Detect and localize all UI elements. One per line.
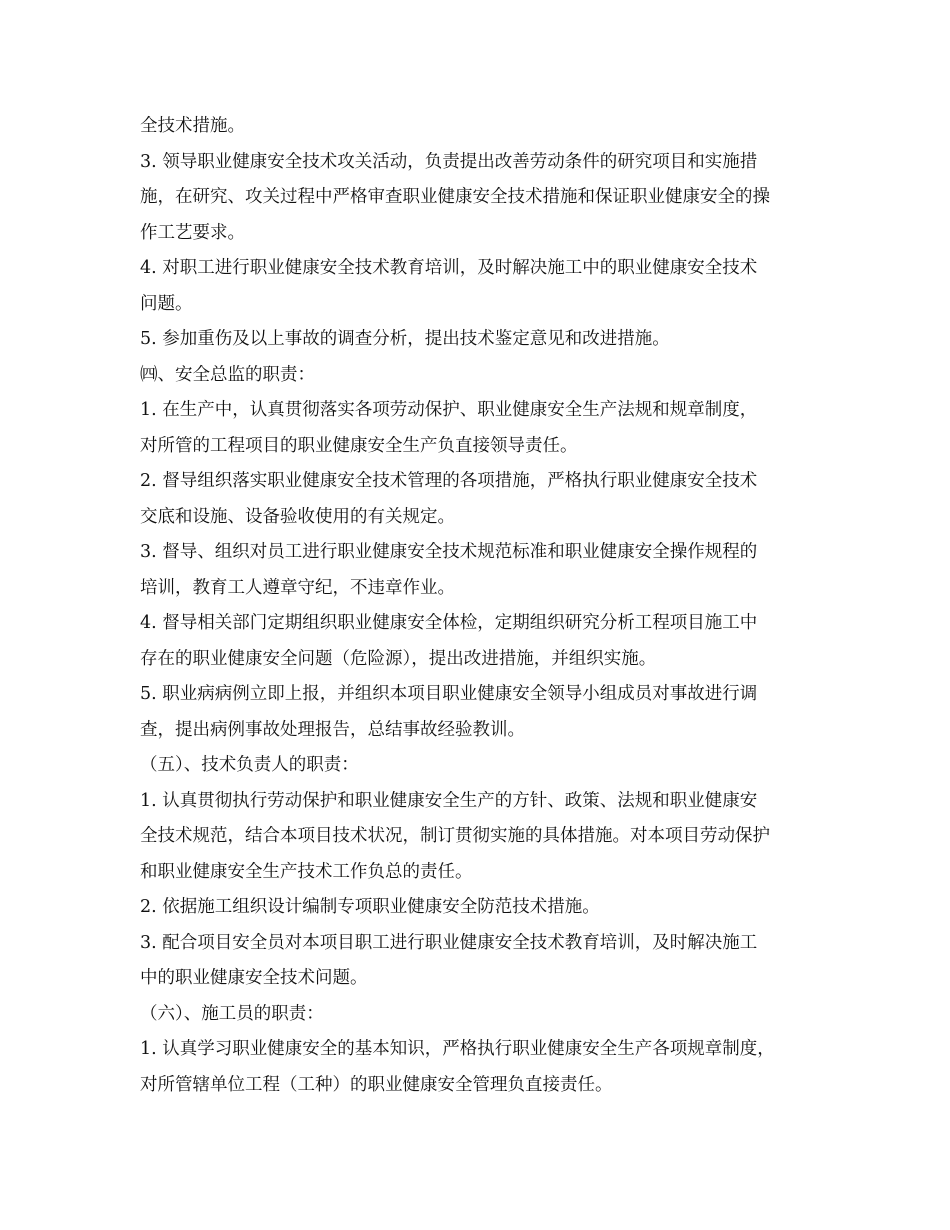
text-line-9: 1. 在生产中，认真贯彻落实各项劳动保护、职业健康安全生产法规和规章制度，	[140, 400, 758, 420]
text-line-18: 查，提出病例事故处理报告，总结事故经验教训。	[140, 719, 525, 740]
text-line-12: 交底和设施、设备验收使用的有关规定。	[140, 506, 455, 527]
text-line-20: 1. 认真贯彻执行劳动保护和职业健康安全生产的方针、政策、法规和职业健康安	[140, 790, 758, 811]
document-body	[140, 109, 820, 1103]
text-line-11: 2. 督导组织落实职业健康安全技术管理的各项措施，严格执行职业健康安全技术	[140, 471, 758, 491]
section-heading-4: ㈣、安全总监的职责：	[140, 364, 315, 385]
text-line-2: 3. 领导职业健康安全技术攻关活动，负责提出改善劳动条件的研究项目和实施措	[140, 151, 758, 172]
text-line-21: 全技术规范，结合本项目技术状况，制订贯彻实施的具体措施。对本项目劳动保护	[140, 826, 770, 846]
text-line-16: 存在的职业健康安全问题（危险源），提出改进措施，并组织实施。	[140, 648, 657, 669]
text-line-4: 作工艺要求。	[140, 222, 245, 243]
text-line-15: 4. 督导相关部门定期组织职业健康安全体检，定期组织研究分析工程项目施工中	[140, 613, 758, 633]
text-line-1: 全技术措施。	[140, 116, 245, 136]
text-line-25: 中的职业健康安全技术问题。	[140, 968, 368, 988]
text-line-3: 施，在研究、攻关过程中严格审查职业健康安全技术措施和保证职业健康安全的操	[140, 187, 770, 207]
section-heading-5: （五）、技术负责人的职责：	[140, 755, 359, 775]
text-line-14: 培训，教育工人遵章守纪，不违章作业。	[140, 577, 455, 598]
text-line-24: 3. 配合项目安全员对本项目职工进行职业健康安全技术教育培训，及时解决施工	[140, 932, 758, 953]
section-heading-6: （六）、施工员的职责：	[140, 1003, 324, 1024]
text-line-28: 对所管辖单位工程（工种）的职业健康安全管理负直接责任。	[140, 1074, 613, 1095]
text-line-6: 问题。	[140, 293, 193, 314]
text-line-5: 4. 对职工进行职业健康安全技术教育培训，及时解决施工中的职业健康安全技术	[140, 258, 758, 278]
text-line-13: 3. 督导、组织对员工进行职业健康安全技术规范标准和职业健康安全操作规程的	[140, 542, 758, 562]
text-line-23: 2. 依据施工组织设计编制专项职业健康安全防范技术措施。	[140, 897, 600, 917]
text-line-7: 5. 参加重伤及以上事故的调查分析，提出技术鉴定意见和改进措施。	[140, 329, 670, 349]
text-line-17: 5. 职业病病例立即上报，并组织本项目职业健康安全领导小组成员对事故进行调	[140, 684, 758, 704]
text-line-10: 对所管的工程项目的职业健康安全生产负直接领导责任。	[140, 435, 578, 456]
text-line-22: 和职业健康安全生产技术工作负总的责任。	[140, 861, 473, 882]
text-line-27: 1. 认真学习职业健康安全的基本知识，严格执行职业健康安全生产各项规章制度，	[140, 1039, 775, 1059]
